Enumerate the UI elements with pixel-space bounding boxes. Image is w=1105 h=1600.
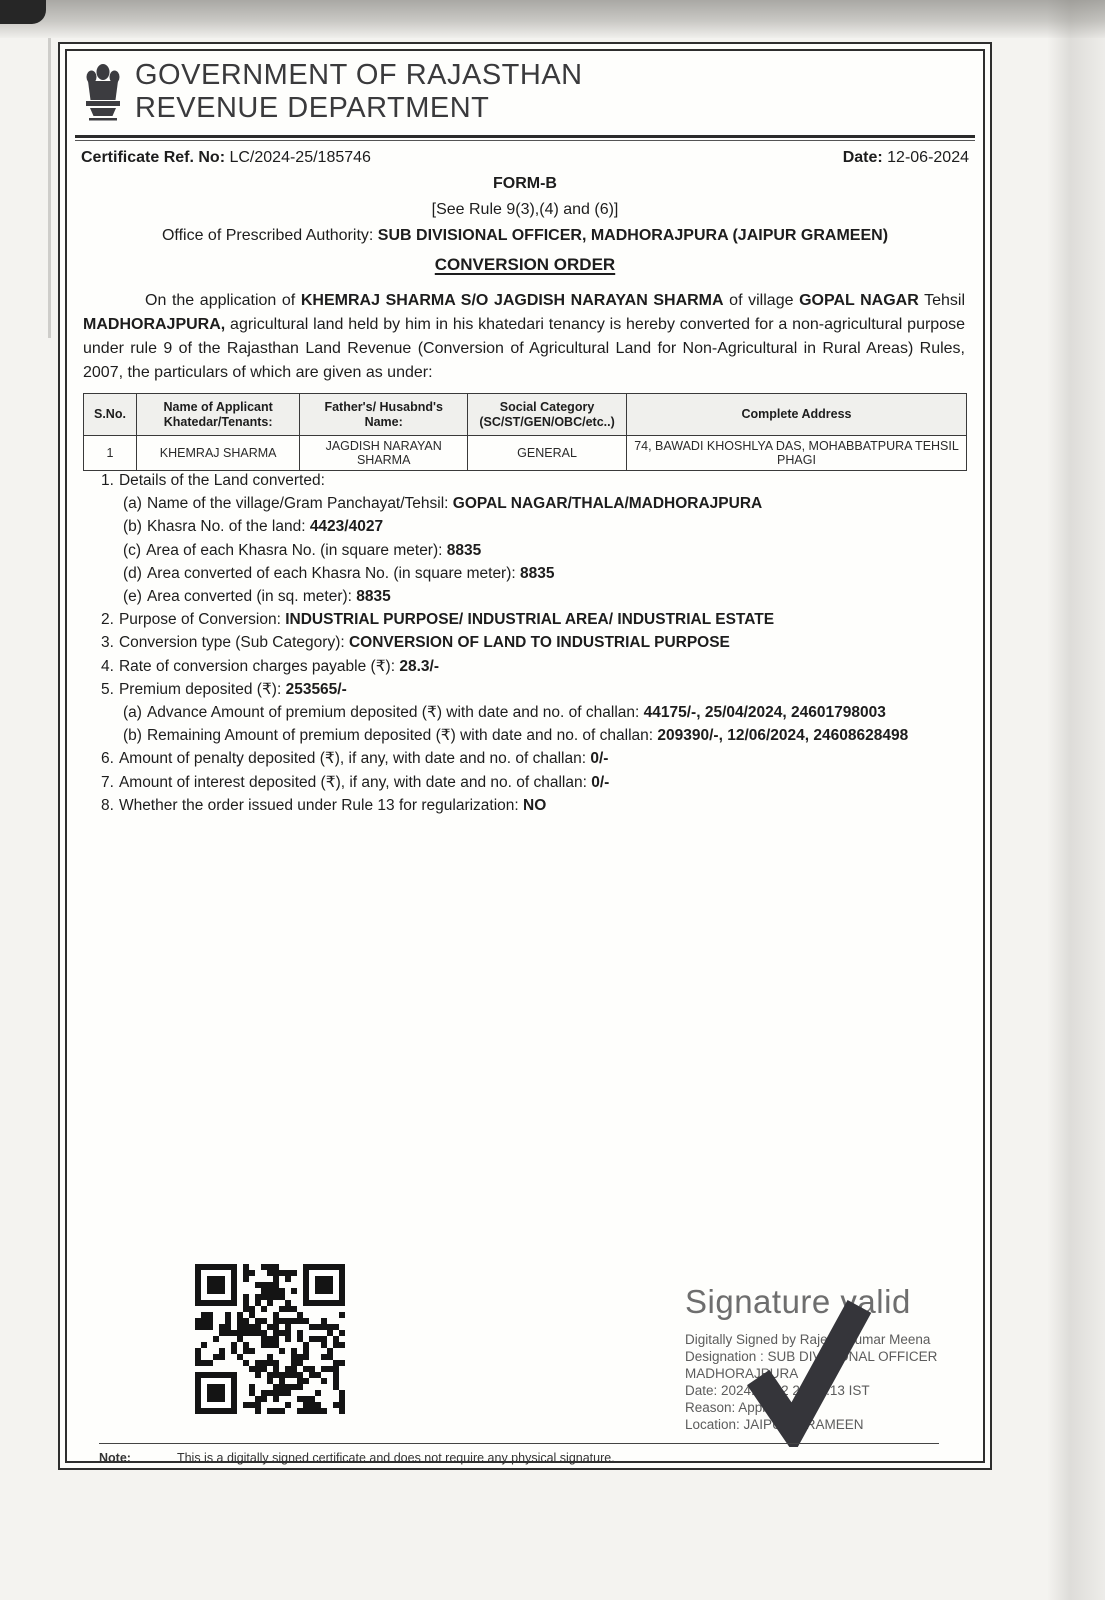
- cell-social-category: GENERAL: [468, 436, 627, 471]
- note-label: Note:: [99, 1451, 131, 1465]
- list-item: 6. Amount of penalty deposited (₹), if any, with date and no. of challan: 0/-: [101, 750, 609, 768]
- cell-applicant-name: KHEMRAJ SHARMA: [136, 436, 299, 471]
- office-label: Office of Prescribed Authority:: [161, 227, 378, 244]
- signature-details: [685, 1331, 985, 1433]
- rule-reference: [See Rule 9(3),(4) and (6)]: [431, 201, 619, 218]
- col-complete-address: Complete Address: [627, 394, 967, 436]
- order-title: CONVERSION ORDER: [434, 255, 616, 274]
- intro-paragraph: On the application of KHEMRAJ SHARMA S/O JAGDISH NARAYAN SHARMA of village GOPAL NAGAR Tehsil MADHORAJPURA, agricultural land held by him in his khatedari tenancy is hereby converted for a non-agricultural purpose under rule 9 of the Rajasthan Land Revenue (Conversion of Agricultural Land for Non-Agricultural in Rural Areas) Rules, 2007, the particulars of which are given as under:: [83, 292, 966, 381]
- list-subitem: (a) Advance Amount of premium deposited (₹) with date and no. of challan: 44175/-, 25/04/2024, 24601798003: [123, 704, 886, 722]
- col-serial-no: S.No.: [84, 394, 137, 436]
- form-title: FORM-B: [493, 175, 557, 192]
- cell-father-name: JAGDISH NARAYAN SHARMA: [300, 436, 468, 471]
- list-item: 5. Premium deposited (₹): 253565/-: [101, 680, 347, 698]
- table-row: [84, 436, 967, 471]
- note: [99, 1451, 615, 1465]
- cell-serial-no: 1: [84, 436, 137, 471]
- department-line-2: REVENUE DEPARTMENT: [135, 92, 490, 124]
- list-item: 7. Amount of interest deposited (₹), if any, with date and no. of challan: 0/-: [101, 773, 610, 791]
- scan-artifact-corner: [0, 0, 46, 24]
- list-subitem: (e) Area converted (in sq. meter): 8835: [123, 588, 391, 606]
- certificate-date: [843, 149, 969, 167]
- scan-artifact-top-band: [0, 0, 1105, 38]
- certificate-date-label: Date:: [842, 149, 883, 166]
- certificate-frame: [58, 42, 992, 1470]
- list-subitem: (a) Name of the village/Gram Panchayat/Tehsil: GOPAL NAGAR/THALA/MADHORAJPURA: [123, 495, 763, 513]
- col-father-name: Father's/ Husabnd's Name:: [300, 394, 468, 436]
- qr-code: [195, 1263, 345, 1415]
- list-item: 4. Rate of conversion charges payable (₹): 28.3/-: [101, 657, 439, 675]
- list-item: 2. Purpose of Conversion: INDUSTRIAL PURPOSE/ INDUSTRIAL AREA/ INDUSTRIAL ESTATE: [101, 611, 775, 629]
- list-item: 3. Conversion type (Sub Category): CONVERSION OF LAND TO INDUSTRIAL PURPOSE: [101, 634, 730, 652]
- list-subitem: (b) Khasra No. of the land: 4423/4027: [123, 518, 384, 536]
- reference-row: [81, 149, 969, 167]
- scan-artifact-left-edge: [48, 38, 51, 338]
- signature-valid-text: Signature valid: [685, 1283, 911, 1320]
- applicants-table: [83, 393, 967, 471]
- details-list: [101, 469, 957, 817]
- certificate-ref-value: LC/2024-25/185746: [225, 149, 371, 166]
- col-social-category: Social Category (SC/ST/GEN/OBC/etc..): [468, 394, 627, 436]
- department-line-1: GOVERNMENT OF RAJASTHAN: [135, 59, 583, 91]
- office-value: SUB DIVISIONAL OFFICER, MADHORAJPURA (JAIPUR GRAMEEN): [377, 227, 889, 244]
- list-item: 1. Details of the Land converted:: [101, 472, 325, 489]
- signature-designation: Designation : SUB DIVISIONAL OFFICER: [685, 1349, 938, 1364]
- scan-artifact-right-shadow: [1047, 0, 1105, 1600]
- header-divider: [75, 135, 975, 141]
- certificate-inner-border: [65, 49, 985, 1463]
- certificate-ref: [81, 149, 371, 167]
- list-item: 8. Whether the order issued under Rule 13 for regularization: NO: [101, 796, 547, 814]
- document-header: [81, 59, 583, 125]
- certificate-date-value: 12-06-2024: [882, 149, 969, 166]
- certificate-ref-label: Certificate Ref. No:: [81, 149, 226, 166]
- signature-location: Location: JAIPUR GRAMEEN: [685, 1417, 864, 1432]
- ashoka-emblem-icon: [81, 62, 125, 122]
- digital-signature-block: [685, 1283, 985, 1433]
- list-subitem: (b) Remaining Amount of premium deposited (₹) with date and no. of challan: 209390/-, 12/06/2024, 24608628498: [123, 727, 909, 745]
- office-of-authority: [67, 227, 983, 245]
- list-subitem: (c) Area of each Khasra No. (in square meter): 8835: [123, 541, 482, 559]
- col-applicant-name: Name of Applicant Khatedar/Tenants:: [136, 394, 299, 436]
- signature-date: Date: 2024.06.12 21:04:13 IST: [685, 1383, 870, 1398]
- list-subitem: (d) Area converted of each Khasra No. (in square meter): 8835: [123, 564, 555, 582]
- qr-code-image: [195, 1263, 345, 1415]
- table-header-row: [84, 394, 967, 436]
- cell-complete-address: 74, BAWADI KHOSHLYA DAS, MOHABBATPURA TEHSIL PHAGI: [627, 436, 967, 471]
- signature-reason: Reason: Approved: [685, 1400, 797, 1415]
- signature-designation-place: MADHORAJPURA: [685, 1366, 799, 1381]
- note-text: This is a digitally signed certificate and does not require any physical signature.: [176, 1451, 615, 1465]
- signature-signed-by: Digitally Signed by Rajesh Kumar Meena: [685, 1332, 931, 1347]
- note-divider: [99, 1443, 939, 1444]
- department-title: [135, 59, 583, 125]
